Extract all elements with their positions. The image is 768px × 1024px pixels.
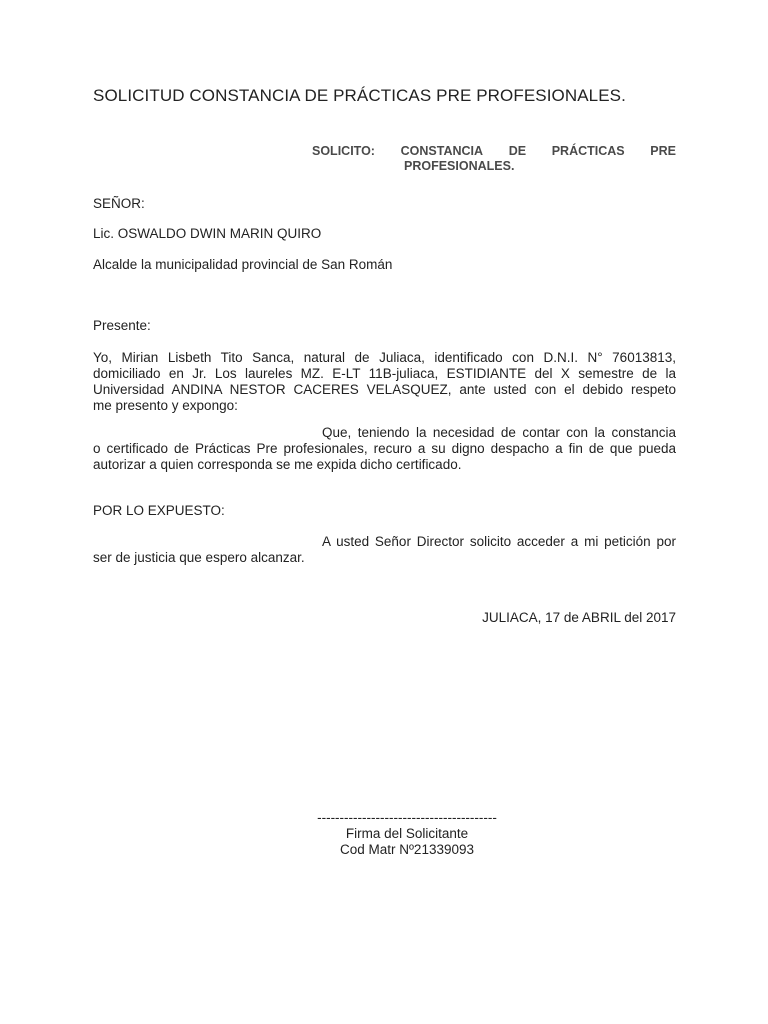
request-paragraph xyxy=(93,425,676,473)
closing-paragraph xyxy=(93,534,676,566)
subject-line-2: PROFESIONALES. xyxy=(404,159,515,173)
subject-word: PRÁCTICAS xyxy=(551,144,625,158)
intro-paragraph xyxy=(93,350,676,414)
salutation: SEÑOR: xyxy=(93,196,145,211)
recipient-role: Alcalde la municipalidad provincial de San Román xyxy=(93,257,393,272)
paragraph-line: o certificado de Prácticas Pre profesionales, recuro a su digno despacho a fin de que pueda xyxy=(93,441,676,456)
subject-word: DE xyxy=(508,144,527,158)
subject-word: PRE xyxy=(650,144,676,158)
signature-block xyxy=(312,810,502,858)
paragraph-line: ser de justicia que espero alcanzar. xyxy=(93,550,305,565)
signature-line: ---------------------------------------- xyxy=(317,810,497,825)
paragraph-line: domiciliado en Jr. Los laureles MZ. E-LT 11B-juliaca, ESTIDIANTE del X semestre de la xyxy=(93,366,676,381)
signature-label: Firma del Solicitante xyxy=(345,826,469,841)
paragraph-line: A usted Señor Director solicito acceder a mi petición por xyxy=(322,534,676,549)
paragraph-line: Universidad ANDINA NESTOR CACERES VELASQUEZ, ante usted con el debido respeto xyxy=(93,382,676,397)
recipient-name: Lic. OSWALDO DWIN MARIN QUIRO xyxy=(93,226,322,241)
subject-block xyxy=(312,144,676,174)
presente-label: Presente: xyxy=(93,318,151,333)
subject-word: CONSTANCIA xyxy=(400,144,484,158)
document-page xyxy=(93,0,676,1024)
document-title: SOLICITUD CONSTANCIA DE PRÁCTICAS PRE PROFESIONALES. xyxy=(93,86,626,105)
signature-code: Cod Matr Nº21339093 xyxy=(339,842,474,857)
document-date: JULIACA, 17 de ABRIL del 2017 xyxy=(482,610,676,625)
por-lo-expuesto-label: POR LO EXPUESTO: xyxy=(93,503,225,518)
paragraph-line: autorizar a quien corresponda se me expida dicho certificado. xyxy=(93,457,462,472)
paragraph-line: Yo, Mirian Lisbeth Tito Sanca, natural de Juliaca, identificado con D.N.I. N° 76013813, xyxy=(93,350,676,365)
paragraph-line: Que, teniendo la necesidad de contar con la constancia xyxy=(322,425,676,440)
subject-line-1 xyxy=(312,144,676,159)
subject-word: SOLICITO: xyxy=(312,144,375,158)
paragraph-line: me presento y expongo: xyxy=(93,398,238,413)
